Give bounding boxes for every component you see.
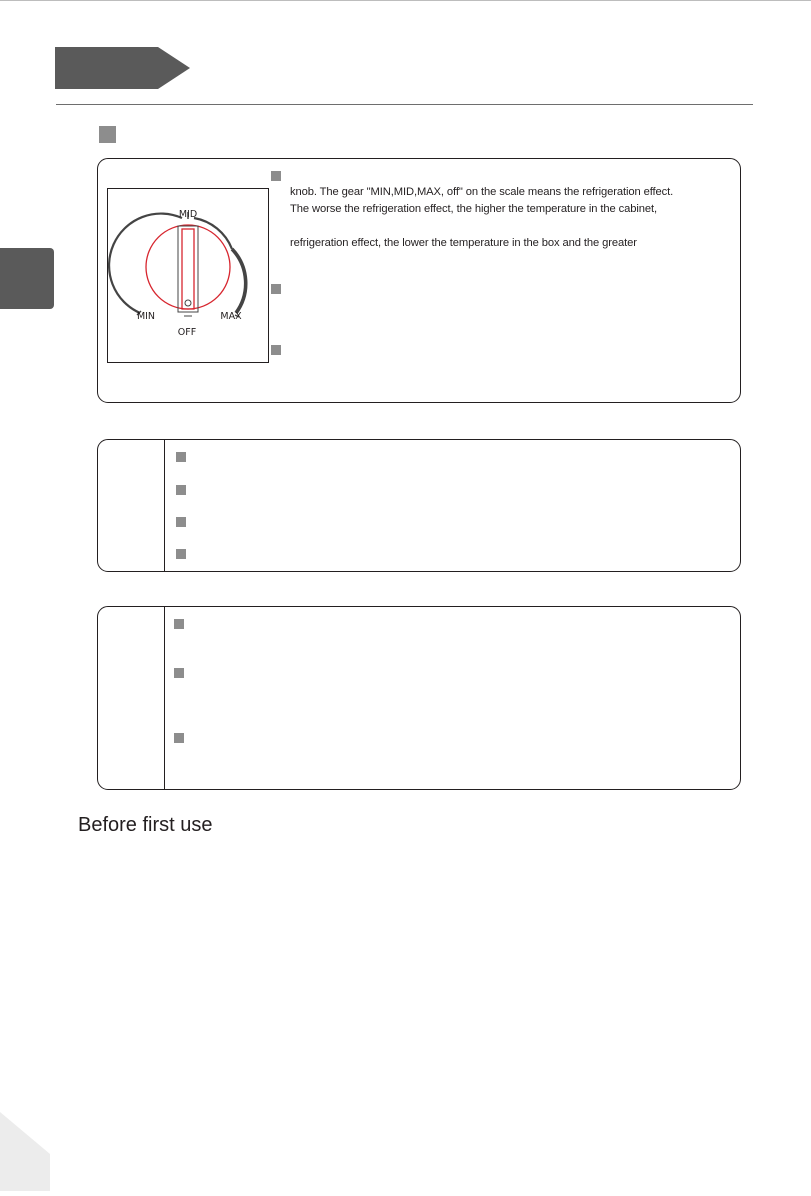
side-chapter-tab [0,248,54,309]
bullet-square [176,452,186,462]
bullet-square [174,668,184,678]
knob-pointer-shadow [178,226,198,312]
knob-label-max: MAX [220,311,242,322]
info-panel-2 [97,439,741,572]
knob-text-line-3: refrigeration effect, the lower the temperature in the box and the greater [290,237,637,249]
page-corner-decoration [0,1112,50,1191]
knob-pointer [182,229,194,309]
panel-2-divider [164,440,165,571]
knob-label-mid: MID [178,209,198,220]
knob-pointer-dot [185,300,191,306]
bullet-square [176,517,186,527]
section-divider [56,104,753,105]
bullet-square [271,171,281,181]
info-panel-3 [97,606,741,790]
section-arrow-banner [55,47,190,89]
panel-3-divider [164,607,165,789]
top-rule [0,0,811,1]
bullet-square [174,619,184,629]
bullet-square [271,284,281,294]
knob-text-line-2: The worse the refrigeration effect, the higher the temperature in the cabinet, [290,203,657,215]
bullet-square [176,485,186,495]
subsection-marker [99,126,116,143]
bullet-square [174,733,184,743]
section-heading: Before first use [78,814,213,836]
knob-label-off: OFF [177,327,197,338]
bullet-square [271,345,281,355]
knob-label-min: MIN [136,311,156,322]
knob-text-line-1: knob. The gear "MIN,MID,MAX, off" on the scale means the refrigeration effect. [290,186,674,198]
bullet-square [176,549,186,559]
knob-dial [146,225,230,309]
knob-illustration [107,188,269,363]
knob-scale-arc-max [232,249,246,313]
